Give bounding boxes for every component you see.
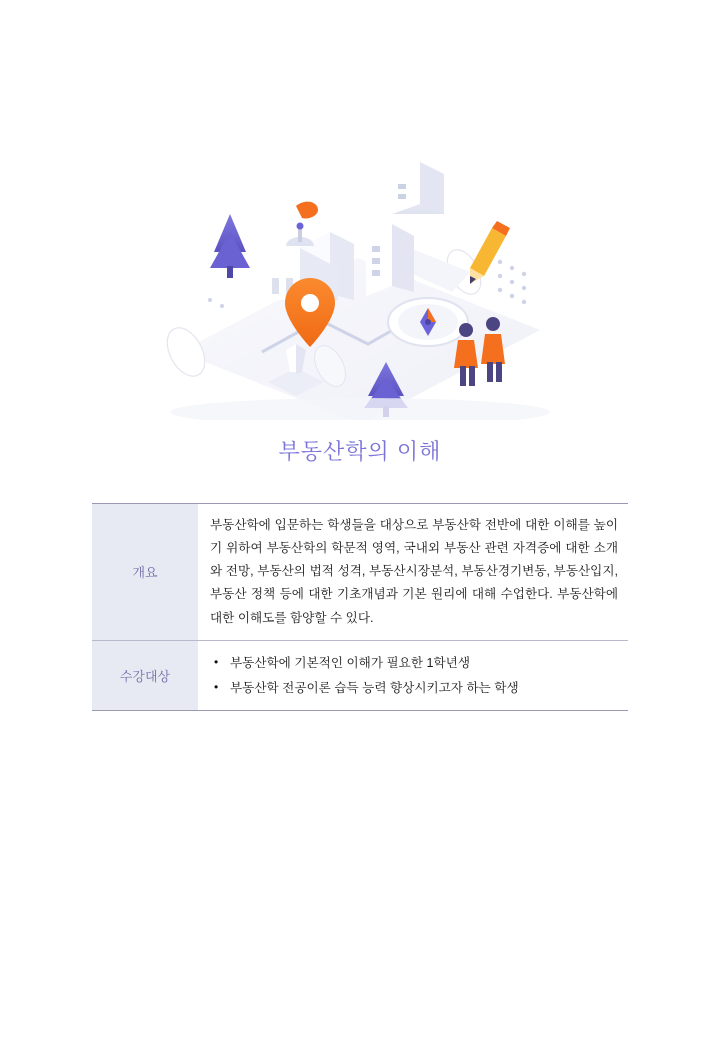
hero-illustration [0, 0, 720, 420]
row-value-overview [198, 503, 628, 640]
table-row [92, 503, 628, 640]
pencil-icon [470, 221, 510, 284]
orange-accent-shape [296, 202, 318, 219]
row-label-overview: 개요 [92, 503, 198, 640]
list-item: • 부동산학 전공이론 습득 능력 향상시키고자 하는 학생 [210, 676, 618, 701]
list-item: • 부동산학에 기본적인 이해가 필요한 1학년생 [210, 651, 618, 676]
compass-icon [388, 298, 468, 346]
isometric-city-map-illustration [0, 0, 720, 420]
target-audience-list [210, 651, 618, 700]
tree-icon [210, 214, 250, 278]
row-value-target-audience [198, 641, 628, 711]
course-info-table-wrapper [92, 503, 628, 712]
course-info-table [92, 503, 628, 712]
row-label-target-audience: 수강대상 [92, 641, 198, 711]
overview-paragraph: 부동산학에 입문하는 학생들을 대상으로 부동산학 전반에 대한 이해를 높이기 위하여 부동산학의 학문적 영역, 국내외 부동산 관련 자격증에 대한 소개와 전망, 부동산의 법적 성격, 부동산시장분석, 부동산경기변동, 부동산입지, 부동산 정책 등에 대한 기초개념과 기본 원리에 대해 수업한다. 부동산학에 대한 이해도를 함양할 수 있다. [210, 517, 618, 625]
table-row [92, 641, 628, 711]
page-title: 부동산학의 이해 [278, 439, 442, 464]
